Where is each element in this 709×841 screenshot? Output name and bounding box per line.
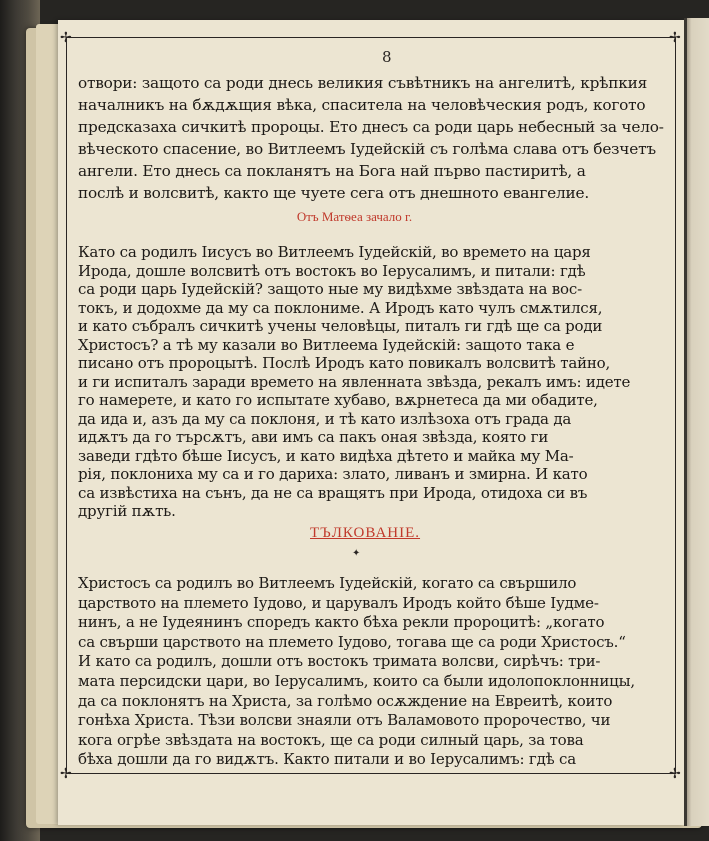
text-line: и като събралъ сичкитѣ учены человѣцы, питалъ ги гдѣ ще са роди: [78, 317, 603, 335]
text-line: да ида и, азъ да му са поклоня, и тѣ като излѣзоха отъ града да: [78, 409, 572, 428]
corner-ornament-icon: ✢: [669, 766, 681, 782]
text-line: Като са родилъ Іисусъ во Витлеемъ Іудейскій, во времето на царя: [78, 243, 591, 261]
text-line: го намерете, и като го испытате хубаво, вѫрнетеса да ми обадите,: [78, 391, 598, 409]
gospel-heading: Отъ Матѳеа зачало г.: [296, 209, 413, 224]
text-line: ангели. Ето днесь са покланятъ на Бога най първо пастиритѣ, а: [78, 162, 586, 180]
text-line: рія, поклониха му са и го дариха: злато, ливанъ и змирна. И като: [78, 465, 588, 483]
text-line: и ги испиталъ заради времето на явленната звѣзда, рекалъ имъ: идете: [78, 372, 631, 391]
text-line: отвори: защото са роди днесь великия съвѣтникъ на ангелитѣ, крѣпкия: [78, 74, 648, 92]
corner-ornament-icon: ✢: [60, 30, 72, 46]
page-number: 8: [382, 48, 392, 66]
text-line: заведи гдѣто бѣше Іисусъ, и като видѣха дѣтето и майка му Ма-: [78, 446, 574, 465]
text-line: писано отъ пророцытѣ. Послѣ Иродъ като повикалъ волсвитѣ тайно,: [78, 354, 611, 372]
commentary-heading: ТЪЛКОВАНІЕ.: [310, 525, 421, 541]
text-line: гонѣха Христа. Тѣзи волсви знаяли отъ Валамовото пророчество, чи: [78, 711, 611, 730]
text-line: послѣ и волсвитѣ, както ще чуете сега отъ днешното евангелие.: [78, 184, 590, 202]
text-line: Христосъ? а тѣ му казали во Витлеема Іудейскій: защото така е: [78, 335, 575, 354]
facing-page-edge: [684, 18, 709, 826]
text-line: мата персидски цари, во Іерусалимъ, които са были идолопоклонницы,: [78, 672, 635, 690]
text-line: И като са родилъ, дошли отъ востокъ тримата волсви, сирѣчъ: три-: [78, 652, 601, 671]
section-ornament-icon: ✦: [352, 548, 361, 559]
text-line: началникъ на бѫдѫщия вѣка, спаситела на человѣческия родъ, когото: [78, 96, 646, 114]
text-line: са извѣстиха на сънъ, да не са вращятъ при Ирода, отидоха си въ: [78, 483, 588, 502]
text-line: Ирода, дошле волсвитѣ отъ востокъ во Іерусалимъ, и питали: гдѣ: [78, 261, 586, 280]
text-line: да са поклонятъ на Христа, за голѣмо осѫждение на Евреитѣ, които: [78, 691, 613, 710]
text-line: другій пѫть.: [78, 502, 176, 520]
text-line: нинъ, а не Іудеянинъ споредъ както бѣха рекли пророцитѣ: „когато: [78, 613, 605, 632]
text-line: царството на племето Іудово, и царувалъ Иродъ който бѣше Іудме-: [78, 593, 599, 612]
text-line: вѣческото спасение, во Витлеемъ Іудейскій съ голѣма слава отъ безчетъ: [78, 140, 656, 158]
text-line: предсказаха сичкитѣ пророцы. Ето днесъ са роди царь небесный за чело-: [78, 118, 664, 136]
text-line: идѫтъ да го търсѫтъ, ави имъ са пакъ оная звѣзда, която ги: [78, 428, 549, 446]
corner-ornament-icon: ✢: [669, 30, 681, 46]
corner-ornament-icon: ✢: [60, 766, 72, 782]
text-line: токъ, и додохме да му са поклониме. А Иродъ като чулъ смѫтился,: [78, 298, 603, 317]
text-line: са роди царь Іудейскій? защото ные му видѣхме звѣздата на вос-: [78, 280, 582, 298]
text-line: Христосъ са родилъ во Витлеемъ Іудейскій, когато са свършило: [78, 574, 577, 592]
text-line: са свърши царството на племето Іудово, тогава ще са роди Христосъ.“: [78, 632, 626, 651]
text-line: кога огрѣе звѣздата на востокъ, ще са роди силный царь, за това: [78, 730, 584, 749]
text-line: бѣха дошли да го видѫтъ. Както питали и во Іерусалимъ: гдѣ са: [78, 750, 576, 769]
